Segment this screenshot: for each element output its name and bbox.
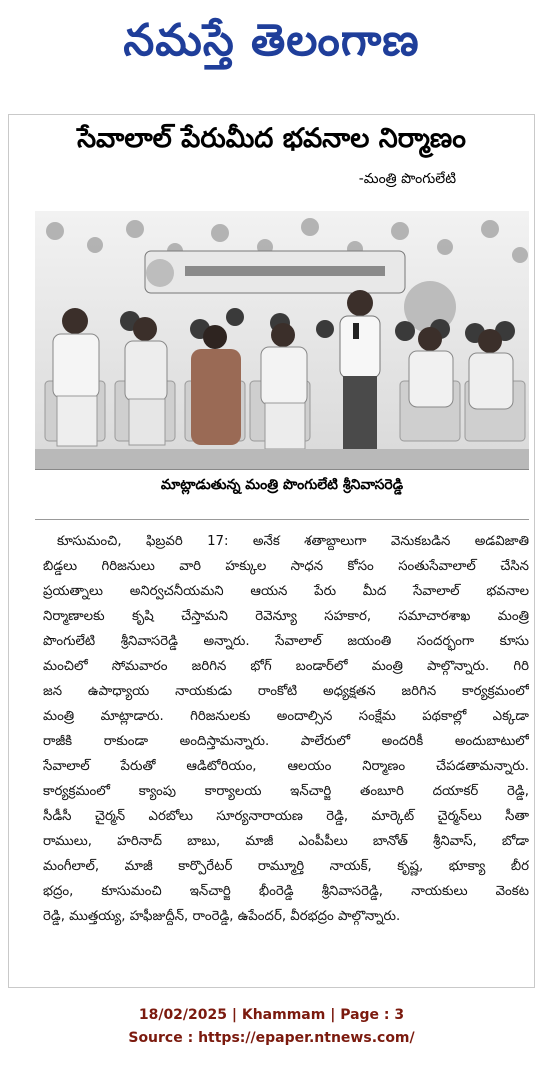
body-line: పొంగులేటి శ్రీనివాసరెడ్డి అన్నారు. సేవాలాల్ జయంతి సందర్భంగా కూసు [43, 634, 529, 649]
body-line: కూసుమంచి, ఫిబ్రవరి 17: అనేక శతాబ్దాలుగా వెనుకబడిన అడవిజాతి [57, 534, 529, 549]
body-line: మంగీలాల్, మాజీ కార్పొరేటర్ రామ్మూర్తి నాయక్, కృష్ణ, భూక్యా బీర [43, 859, 529, 874]
body-line: సేవాలాల్ పేరుతో ఆడిటోరియం, ఆలయం నిర్మాణం చేపడతామన్నారు. [43, 759, 529, 774]
newspaper-masthead [0, 0, 543, 92]
body-line: జన ఉపాధ్యాయ నాయకుడు రాంకోటి అధ్యక్షతన జరిగిన కార్యక్రమంలో [43, 684, 529, 699]
photo-caption: మాట్లాడుతున్న మంత్రి పొంగులేటి శ్రీనివాసరెడ్డి [160, 477, 404, 493]
body-line: భద్రం, కూసుమంచి ఇన్‌చార్జి భీంరెడ్డి శ్రీనివాసరెడ్డి, నాయకులు వెంకట [43, 884, 529, 899]
article-photo [35, 211, 529, 470]
article-byline: -మంత్రి పొంగులేటి [358, 171, 456, 187]
source-link[interactable]: Source : https://epaper.ntnews.com/ [128, 1030, 415, 1046]
body-line: రాములు, హరినాద్ బాబు, మాజీ ఎంపీపీలు బానోత్ శ్రీనివాస్, బోడా [43, 834, 529, 849]
body-line: కార్యక్రమంలో క్యాంపు కార్యాలయ ఇన్‌చార్జి తంబూరి దయాకర్ రెడ్డి, [43, 784, 529, 799]
body-line: బిడ్డలు గిరిజనులు వారి హక్కుల సాధన కోసం సంతుసేవాలాల్ చేసిన [43, 559, 529, 574]
body-line: ప్రయత్నాలు అనిర్వచనీయమని ఆయన పేరు మీద సేవాలాల్ భవనాల [43, 584, 529, 599]
body-line: రాజీకి రాకుండా అందిస్తామన్నారు. పాలేరులో అందరికీ అందుబాటులో [43, 734, 529, 749]
body-line: మంచిలో సోమవారం జరిగిన భోగ్ బండార్‌లో మంత్రి పాల్గొన్నారు. గిరి [43, 659, 529, 674]
caption-divider [35, 519, 529, 520]
article-body [43, 529, 529, 929]
article-headline: సేవాలాల్ పేరుమీద భవనాల నిర్మాణం [77, 123, 466, 154]
masthead-title: నమస్తే తెలంగాణ [123, 15, 420, 66]
edition-info: 18/02/2025 | Khammam | Page : 3 [138, 1007, 405, 1023]
article-clipping [8, 114, 535, 988]
page-footer [0, 1004, 543, 1050]
body-line: సీడీసీ చైర్మన్ ఎరబోలు సూర్యనారాయణ రెడ్డి, మార్కెట్ చైర్మన్‌లు సీతా [43, 809, 529, 824]
body-line: రెడ్డి, ముత్తయ్య, హఫీజుద్దీన్, రాంరెడ్డి, ఉపేందర్, వీరభద్రం పాల్గొన్నారు. [43, 909, 401, 924]
body-line: మంత్రి మాట్లాడారు. గిరిజనులకు అందాల్సిన సంక్షేమ పథకాల్లో ఎక్కడా [43, 709, 529, 724]
body-line: నిర్మాణాలకు కృషి చేస్తామని రెవెన్యూ సహకార, సమాచారశాఖ మంత్రి [43, 609, 529, 624]
